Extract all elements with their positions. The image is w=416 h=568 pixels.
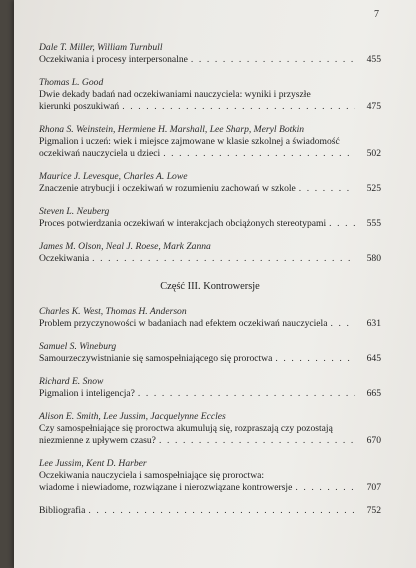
entry-page-number: 645 [366, 353, 381, 364]
entry-authors: Maurice J. Levesque, Charles A. Lowe [39, 171, 188, 182]
toc-entry [39, 171, 381, 195]
toc-entry [39, 206, 381, 230]
table-of-contents [39, 42, 381, 517]
toc-entry [39, 77, 381, 113]
entry-title-text: Pigmalion i inteligencja? [39, 388, 135, 399]
dot-leader [92, 253, 355, 265]
entry-page-number: 580 [366, 253, 381, 264]
entry-title-text: niezmienne z upływem czasu? [39, 435, 156, 446]
entry-page-number: 665 [366, 388, 381, 399]
entry-authors: Samuel S. Wineburg [39, 341, 117, 352]
toc-entry [39, 341, 381, 365]
dot-leader [329, 218, 355, 230]
toc-entry [39, 306, 381, 330]
entry-page-number: 455 [366, 54, 381, 65]
entry-authors: James M. Olson, Neal J. Roese, Mark Zanna [39, 241, 211, 252]
bibliography-label: Bibliografia [39, 505, 86, 516]
entry-title-line: Czy samospełniające się proroctwa akumulują się, rozpraszają czy pozostają [39, 423, 333, 434]
entry-page-number: 555 [366, 218, 381, 229]
entry-title-text: Oczekiwania i procesy interpersonalne [39, 54, 188, 65]
dot-leader [122, 101, 355, 113]
entry-title-last-line [39, 388, 381, 400]
entry-authors: Steven L. Neuberg [39, 206, 110, 217]
toc-entry-bibliography [39, 505, 381, 517]
dot-leader [163, 148, 355, 160]
dot-leader [275, 353, 355, 365]
entry-title-text: oczekiwań nauczyciela u dzieci [39, 148, 161, 159]
entry-authors: Lee Jussim, Kent D. Harber [39, 458, 147, 469]
entry-title-text: Proces potwierdzania oczekiwań w interakcjach obciążonych stereotypami [39, 218, 327, 229]
entry-authors: Charles K. West, Thomas H. Anderson [39, 306, 187, 317]
toc-entry [39, 241, 381, 265]
dot-leader [330, 318, 355, 330]
toc-entry [39, 124, 381, 160]
dot-leader [191, 54, 355, 66]
book-page [14, 0, 416, 568]
entry-title-line: Pigmalion i uczeń: wiek i miejsce zajmowane w klasie szkolnej a świadomość [39, 136, 340, 147]
entry-title-last-line [39, 482, 381, 494]
entry-authors: Rhona S. Weinstein, Hermiene H. Marshall, Lee Sharp, Meryl Botkin [39, 124, 305, 135]
entry-authors: Dale T. Miller, William Turnbull [39, 42, 163, 53]
dot-leader [299, 183, 355, 195]
toc-entry [39, 411, 381, 447]
dot-leader [295, 482, 355, 494]
entry-title-last-line [39, 54, 381, 66]
entry-authors: Richard E. Snow [39, 376, 104, 387]
entry-authors: Alison E. Smith, Lee Jussim, Jacquelynne Eccles [39, 411, 226, 422]
entry-title-text: Problem przyczynowości w badaniach nad efektem oczekiwań nauczyciela [39, 318, 328, 329]
entry-title-last-line [39, 318, 381, 330]
entry-title-text: Oczekiwania [39, 253, 90, 264]
bibliography-page: 752 [366, 505, 381, 516]
dot-leader [88, 505, 355, 517]
dot-leader [159, 435, 355, 447]
entry-page-number: 670 [366, 435, 381, 446]
entry-title-text: Samourzeczywistnianie się samospełniającego się proroctwa [39, 353, 273, 364]
toc-entry [39, 458, 381, 494]
part-3-heading: Część III. Kontrowersje [160, 281, 260, 292]
toc-part-2-entries [39, 42, 381, 265]
entry-title-line: Dwie dekady badań nad oczekiwaniami nauczyciela: wyniki i przyszłe [39, 89, 311, 100]
entry-title-last-line [39, 148, 381, 160]
page-number: 7 [374, 9, 379, 20]
entry-title-last-line [39, 101, 381, 113]
dot-leader [138, 388, 355, 400]
entry-title-last-line [39, 435, 381, 447]
toc-entry [39, 376, 381, 400]
entry-title-last-line [39, 183, 381, 195]
entry-title-last-line [39, 218, 381, 230]
entry-title-text: wiadome i niewiadome, rozwiązane i nierozwiązane kontrowersje [39, 482, 293, 493]
entry-page-number: 525 [366, 183, 381, 194]
toc-part-3-entries [39, 306, 381, 494]
entry-authors: Thomas L. Good [39, 77, 104, 88]
entry-title-last-line [39, 253, 381, 265]
entry-title-last-line [39, 353, 381, 365]
entry-title-text: kierunki poszukiwań [39, 101, 120, 112]
entry-title-line: Oczekiwania nauczyciela i samospełniające się proroctwa: [39, 470, 265, 481]
toc-entry [39, 42, 381, 66]
entry-title-text: Znaczenie atrybucji i oczekiwań w rozumieniu zachowań w szkole [39, 183, 296, 194]
entry-page-number: 475 [366, 101, 381, 112]
entry-page-number: 631 [366, 318, 381, 329]
entry-page-number: 502 [366, 148, 381, 159]
entry-page-number: 707 [366, 482, 381, 493]
